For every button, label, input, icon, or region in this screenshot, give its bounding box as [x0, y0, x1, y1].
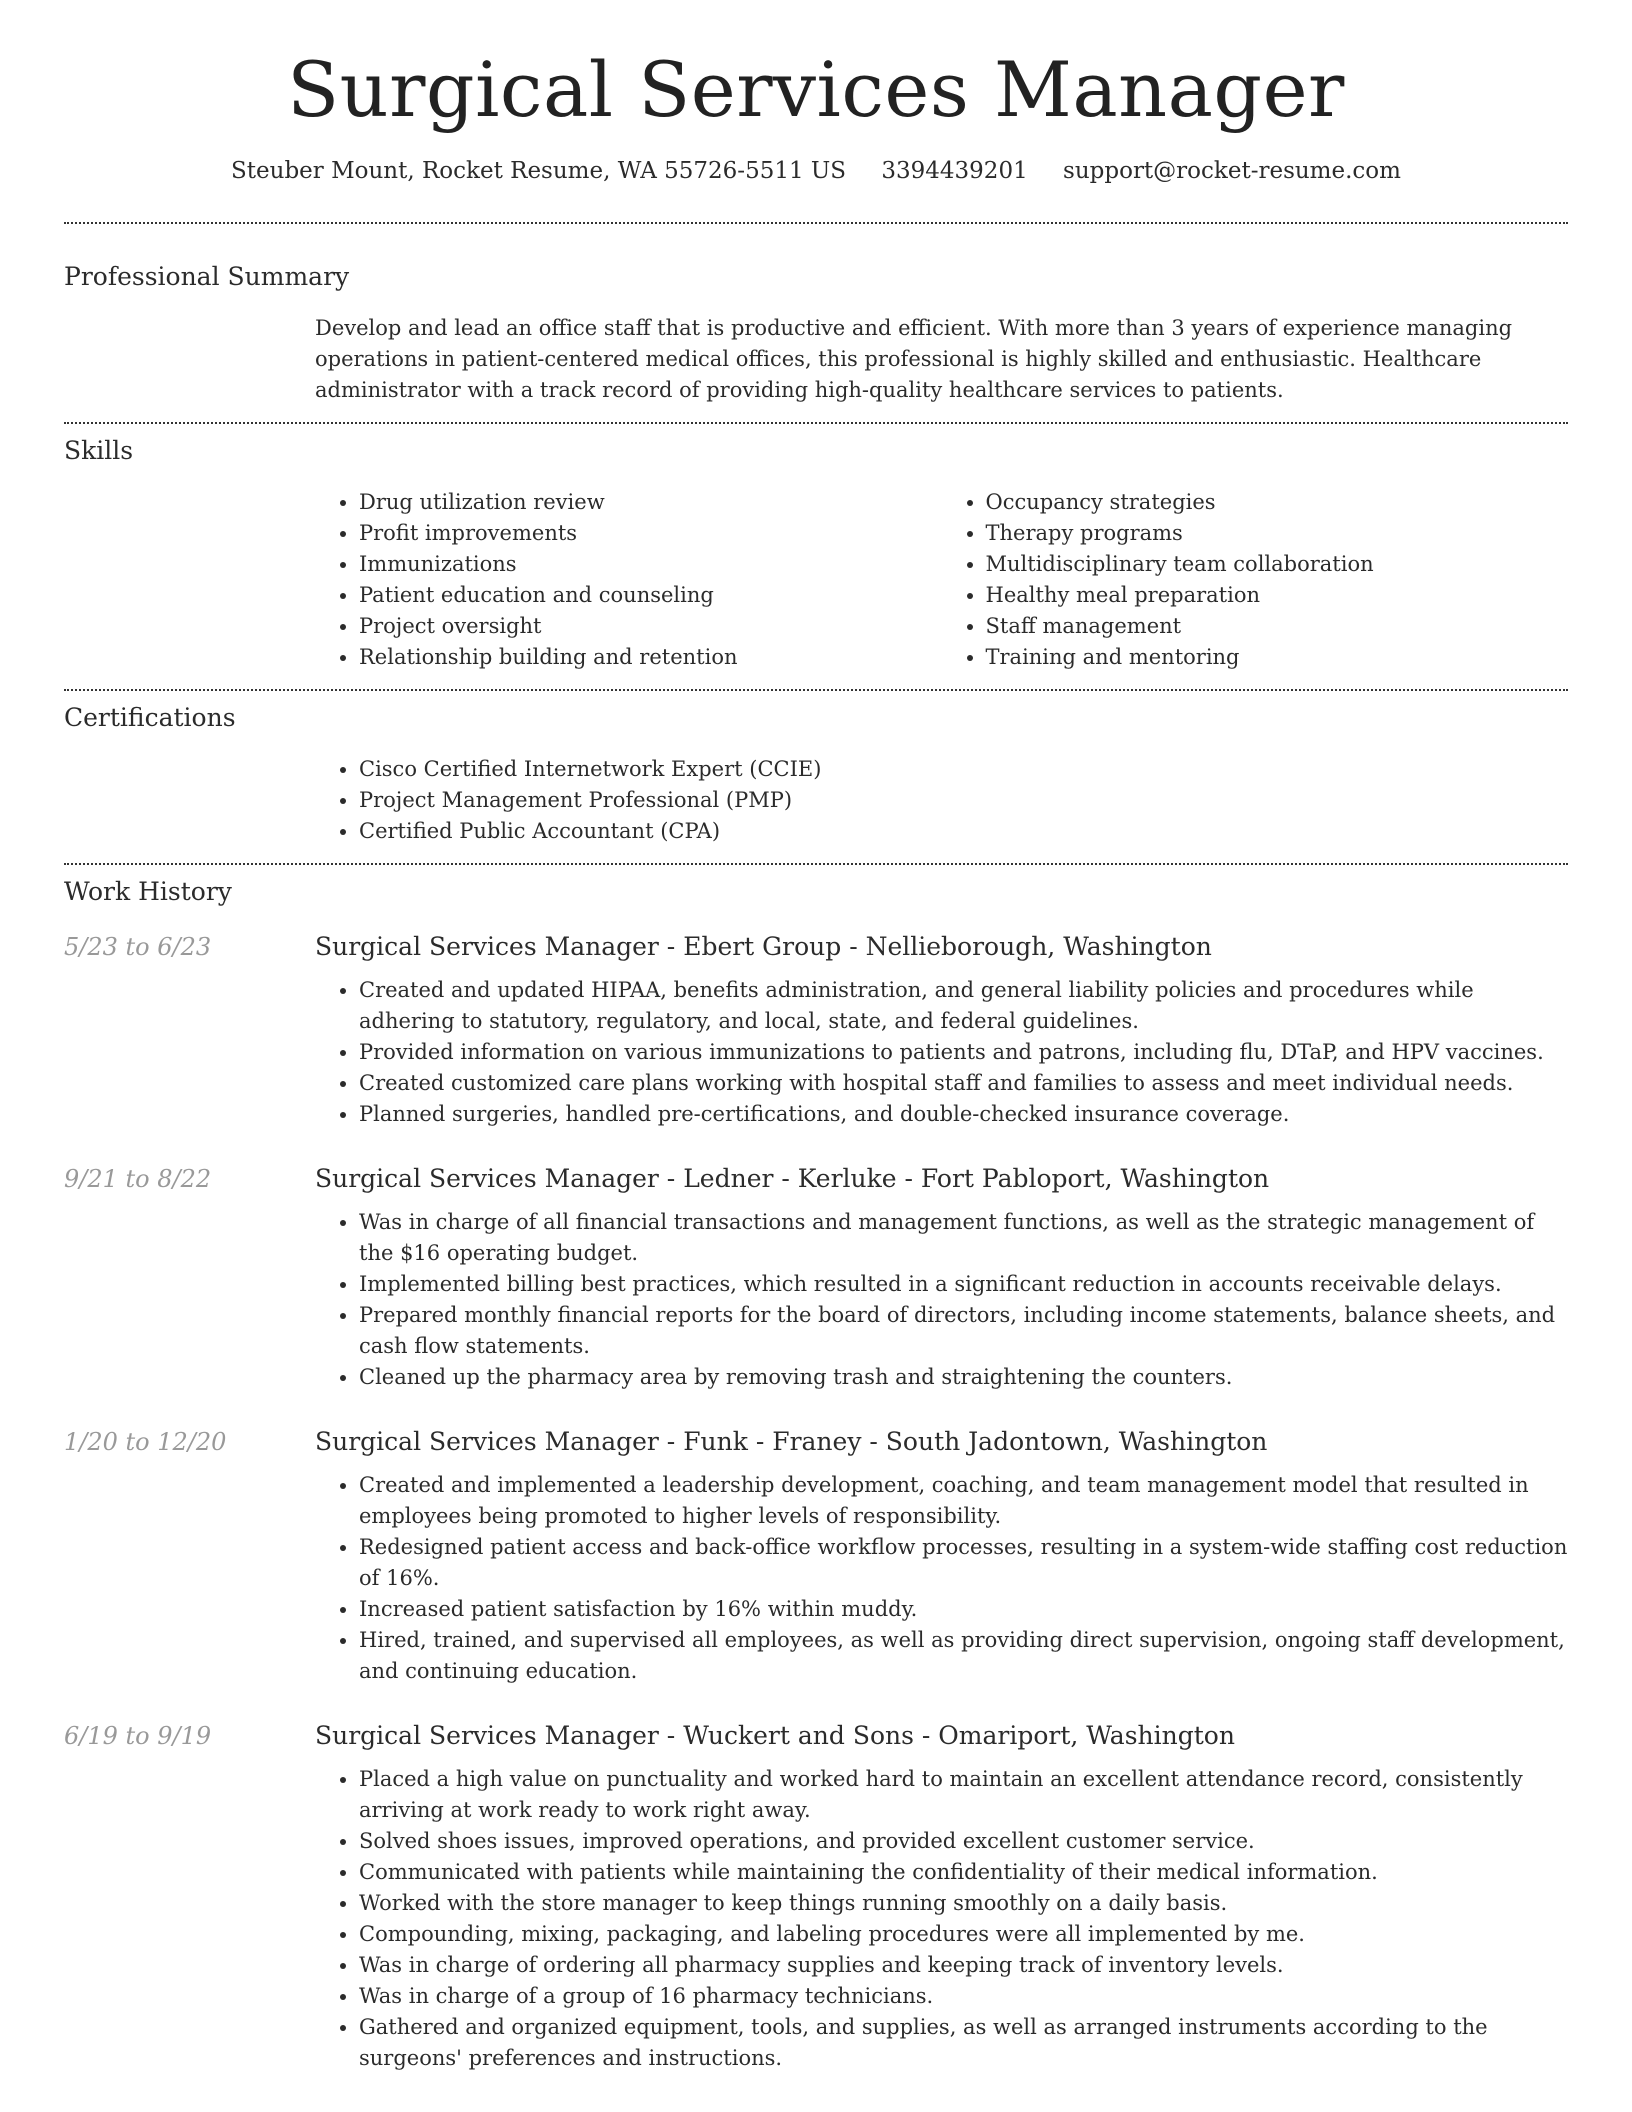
- job-bullet-list: [315, 1207, 1568, 1393]
- certifications-heading: Certifications: [64, 702, 236, 732]
- job-bullets: [315, 1207, 1568, 1393]
- job-header: [64, 1164, 1568, 1193]
- skills-section: [64, 424, 1568, 689]
- job-bullet: • Planned surgeries, handled pre-certifications, and double-checked insurance coverage.: [359, 1099, 1568, 1130]
- job-title: Surgical Services Manager - Ebert Group - Nellieborough, Washington: [315, 931, 1212, 961]
- job-title: Surgical Services Manager - Ledner - Kerluke - Fort Pabloport, Washington: [315, 1163, 1270, 1193]
- job-bullet: • Communicated with patients while maintaining the confidentiality of their medical information.: [359, 1857, 1568, 1888]
- certification-item: • Project Management Professional (PMP): [359, 785, 1568, 816]
- job-dates: 5/23 to 6/23: [64, 932, 212, 961]
- job-bullet: • Was in charge of all financial transactions and management functions, as well as the strategic management of the $16 operating budget.: [359, 1207, 1568, 1269]
- certification-item: • Certified Public Accountant (CPA): [359, 816, 1568, 847]
- skill-item: • Therapy programs: [986, 518, 1569, 549]
- skill-item: • Project oversight: [359, 611, 942, 642]
- summary-text: Develop and lead an office staff that is productive and efficient. With more than 3 years of experience managing operations in patient-centered medical offices, this professional is highly skilled and enthusiastic. Healthcare administrator with a track record of providing high-quality healthcare services to patients.: [315, 315, 1513, 402]
- job-dates: 6/19 to 9/19: [64, 1721, 212, 1750]
- work-history-section: [64, 865, 1568, 2074]
- skill-item: • Profit improvements: [359, 518, 942, 549]
- certification-item: • Cisco Certified Internetwork Expert (CCIE): [359, 754, 1568, 785]
- summary-section: [64, 224, 1568, 422]
- certifications-section: [64, 691, 1568, 863]
- job-bullet: • Gathered and organized equipment, tools, and supplies, as well as arranged instruments according to the surgeons' preferences and instructions.: [359, 2012, 1568, 2074]
- job-bullet-list: [315, 975, 1568, 1130]
- skill-item: • Patient education and counseling: [359, 580, 942, 611]
- job-dates: 9/21 to 8/22: [64, 1164, 212, 1193]
- job-bullet: • Cleaned up the pharmacy area by removing trash and straightening the counters.: [359, 1362, 1568, 1393]
- contact-email: support@rocket-resume.com: [1063, 157, 1401, 184]
- job-bullet: • Provided information on various immunizations to patients and patrons, including flu, DTaP, and HPV vaccines.: [359, 1037, 1568, 1068]
- skill-item: • Drug utilization review: [359, 487, 942, 518]
- job-entry: [64, 1721, 1568, 2074]
- job-bullet: • Prepared monthly financial reports for the board of directors, including income statements, balance sheets, and cash flow statements.: [359, 1300, 1568, 1362]
- job-entry: [64, 1164, 1568, 1393]
- job-bullets: [315, 1764, 1568, 2074]
- job-bullet: • Created and implemented a leadership development, coaching, and team management model that resulted in employees being promoted to higher levels of responsibility.: [359, 1470, 1568, 1532]
- skills-heading: Skills: [64, 435, 134, 465]
- certifications-body: [315, 754, 1568, 847]
- job-bullets: [315, 975, 1568, 1130]
- skill-item: • Immunizations: [359, 549, 942, 580]
- skill-item: • Training and mentoring: [986, 642, 1569, 673]
- skills-list-right: [942, 487, 1569, 673]
- job-title: Surgical Services Manager - Wuckert and Sons - Omariport, Washington: [315, 1720, 1235, 1750]
- job-bullets: [315, 1470, 1568, 1687]
- contact-address: Steuber Mount, Rocket Resume, WA 55726-5511 US: [231, 157, 847, 184]
- job-bullet: • Solved shoes issues, improved operations, and provided excellent customer service.: [359, 1826, 1568, 1857]
- job-header: [64, 932, 1568, 961]
- job-bullet: • Was in charge of a group of 16 pharmacy technicians.: [359, 1981, 1568, 2012]
- job-bullet: • Compounding, mixing, packaging, and labeling procedures were all implemented by me.: [359, 1919, 1568, 1950]
- job-header: [64, 1427, 1568, 1456]
- contact-line: [64, 158, 1568, 184]
- skill-item: • Staff management: [986, 611, 1569, 642]
- job-entry: [64, 1427, 1568, 1687]
- skill-item: • Multidisciplinary team collaboration: [986, 549, 1569, 580]
- certifications-list: [315, 754, 1568, 847]
- skill-item: • Occupancy strategies: [986, 487, 1569, 518]
- job-bullet: • Redesigned patient access and back-office workflow processes, resulting in a system-wide staffing cost reduction of 16%.: [359, 1532, 1568, 1594]
- job-bullet: • Created and updated HIPAA, benefits administration, and general liability policies and procedures while adhering to statutory, regulatory, and local, state, and federal guidelines.: [359, 975, 1568, 1037]
- skills-columns: [315, 487, 1568, 673]
- job-header: [64, 1721, 1568, 1750]
- job-bullet: • Increased patient satisfaction by 16% within muddy.: [359, 1594, 1568, 1625]
- work-history-heading: Work History: [64, 876, 232, 906]
- candidate-name: Surgical Services Manager: [287, 45, 1345, 134]
- job-bullet: • Created customized care plans working with hospital staff and families to assess and meet individual needs.: [359, 1068, 1568, 1099]
- job-bullet: • Was in charge of ordering all pharmacy supplies and keeping track of inventory levels.: [359, 1950, 1568, 1981]
- job-bullet: • Implemented billing best practices, which resulted in a significant reduction in accounts receivable delays.: [359, 1269, 1568, 1300]
- job-bullet-list: [315, 1764, 1568, 2074]
- resume-header: [64, 0, 1568, 184]
- job-bullet: • Worked with the store manager to keep things running smoothly on a daily basis.: [359, 1888, 1568, 1919]
- job-bullet-list: [315, 1470, 1568, 1687]
- skill-item: • Healthy meal preparation: [986, 580, 1569, 611]
- skills-list-left: [315, 487, 942, 673]
- job-bullet: • Hired, trained, and supervised all employees, as well as providing direct supervision, ongoing staff development, and continuing education.: [359, 1625, 1568, 1687]
- job-dates: 1/20 to 12/20: [64, 1427, 227, 1456]
- contact-phone: 3394439201: [881, 157, 1028, 184]
- summary-heading: Professional Summary: [64, 261, 350, 291]
- job-title: Surgical Services Manager - Funk - Franey - South Jadontown, Washington: [315, 1426, 1268, 1456]
- job-entry: [64, 932, 1568, 1130]
- job-bullet: • Placed a high value on punctuality and worked hard to maintain an excellent attendance record, consistently arriving at work ready to work right away.: [359, 1764, 1568, 1826]
- skill-item: • Relationship building and retention: [359, 642, 942, 673]
